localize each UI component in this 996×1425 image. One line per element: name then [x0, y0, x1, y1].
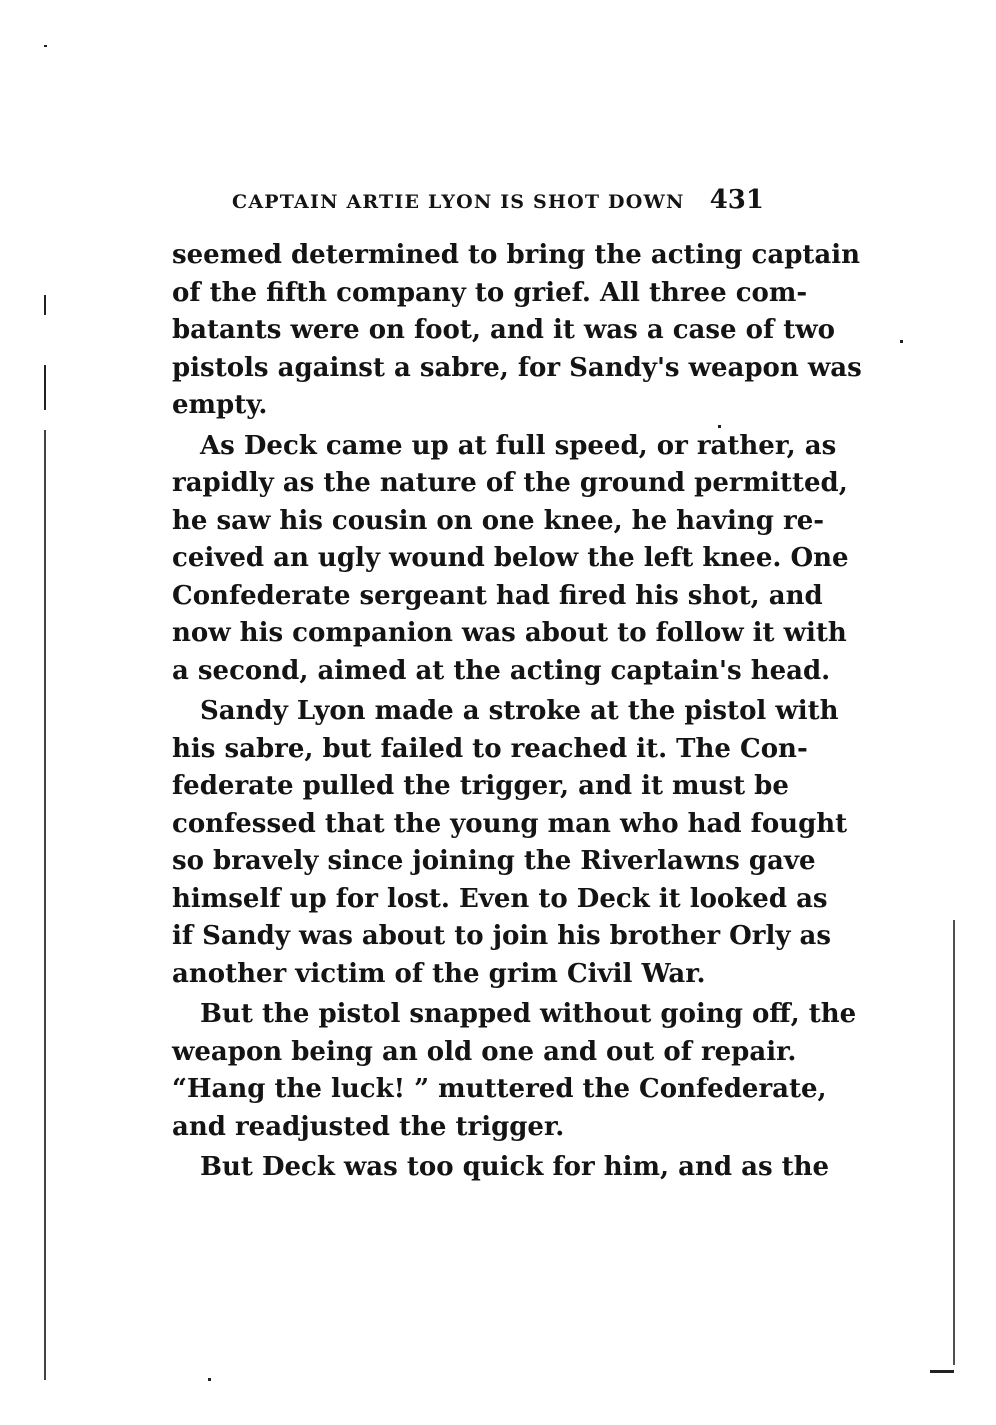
text-line: Sandy Lyon made a stroke at the pistol with [200, 696, 839, 726]
scan-dot [718, 425, 721, 428]
scan-mark-left [44, 365, 46, 410]
paragraph [172, 237, 862, 425]
scan-dot [208, 1378, 211, 1381]
text-line: Confederate sergeant had fired his shot, and [172, 580, 823, 611]
scan-dot [44, 45, 47, 47]
running-head [172, 183, 766, 223]
text-line: he saw his cousin on one knee, he having re- [172, 505, 825, 536]
body-text [172, 237, 862, 1187]
text-line: if Sandy was about to join his brother Orly as [172, 921, 831, 951]
text-line: so bravely since joining the Riverlawns gave [172, 846, 816, 876]
text-line: seemed determined to bring the acting captain [172, 240, 861, 270]
paragraph [172, 428, 849, 691]
text-line: “Hang the luck! ” muttered the Confederate, [172, 1074, 827, 1104]
scan-mark-left [44, 430, 46, 1380]
text-line: As Deck came up at full speed, or rather, as [200, 430, 837, 461]
text-line: empty. [172, 390, 268, 420]
text-line: rapidly as the nature of the ground permitted, [172, 468, 848, 498]
text-line: federate pulled the trigger, and it must be [172, 771, 789, 801]
text-line: his sabre, but failed to reached it. The Con- [172, 733, 808, 764]
text-line: But the pistol snapped without going off, the [200, 999, 857, 1029]
scan-mark-right [930, 1370, 954, 1373]
paragraph [172, 1149, 830, 1187]
text-line: ceived an ugly wound below the left knee. One [172, 543, 849, 573]
text-line: himself up for lost. Even to Deck it looked as [172, 883, 828, 914]
page-number: 431 [709, 185, 764, 215]
text-line: weapon being an old one and out of repair. [172, 1036, 797, 1067]
text-line: confessed that the young man who had fought [172, 808, 848, 839]
text-line: a second, aimed at the acting captain's head. [172, 655, 831, 686]
scan-mark-right [953, 920, 955, 1365]
text-line: and readjusted the trigger. [172, 1111, 565, 1142]
paragraph [172, 693, 848, 993]
scan-mark-left [44, 295, 46, 315]
paragraph [172, 996, 857, 1146]
text-line: another victim of the grim Civil War. [172, 958, 706, 989]
text-line: But Deck was too quick for him, and as the [200, 1152, 830, 1182]
text-line: batants were on foot, and it was a case of two [172, 315, 835, 345]
scan-dot [900, 340, 903, 343]
chapter-title: CAPTAIN ARTIE LYON IS SHOT DOWN [232, 191, 685, 213]
text-line: pistols against a sabre, for Sandy's weapon was [172, 352, 862, 383]
text-line: now his companion was about to follow it with [172, 618, 847, 648]
text-line: of the fifth company to grief. All three com- [172, 277, 808, 308]
